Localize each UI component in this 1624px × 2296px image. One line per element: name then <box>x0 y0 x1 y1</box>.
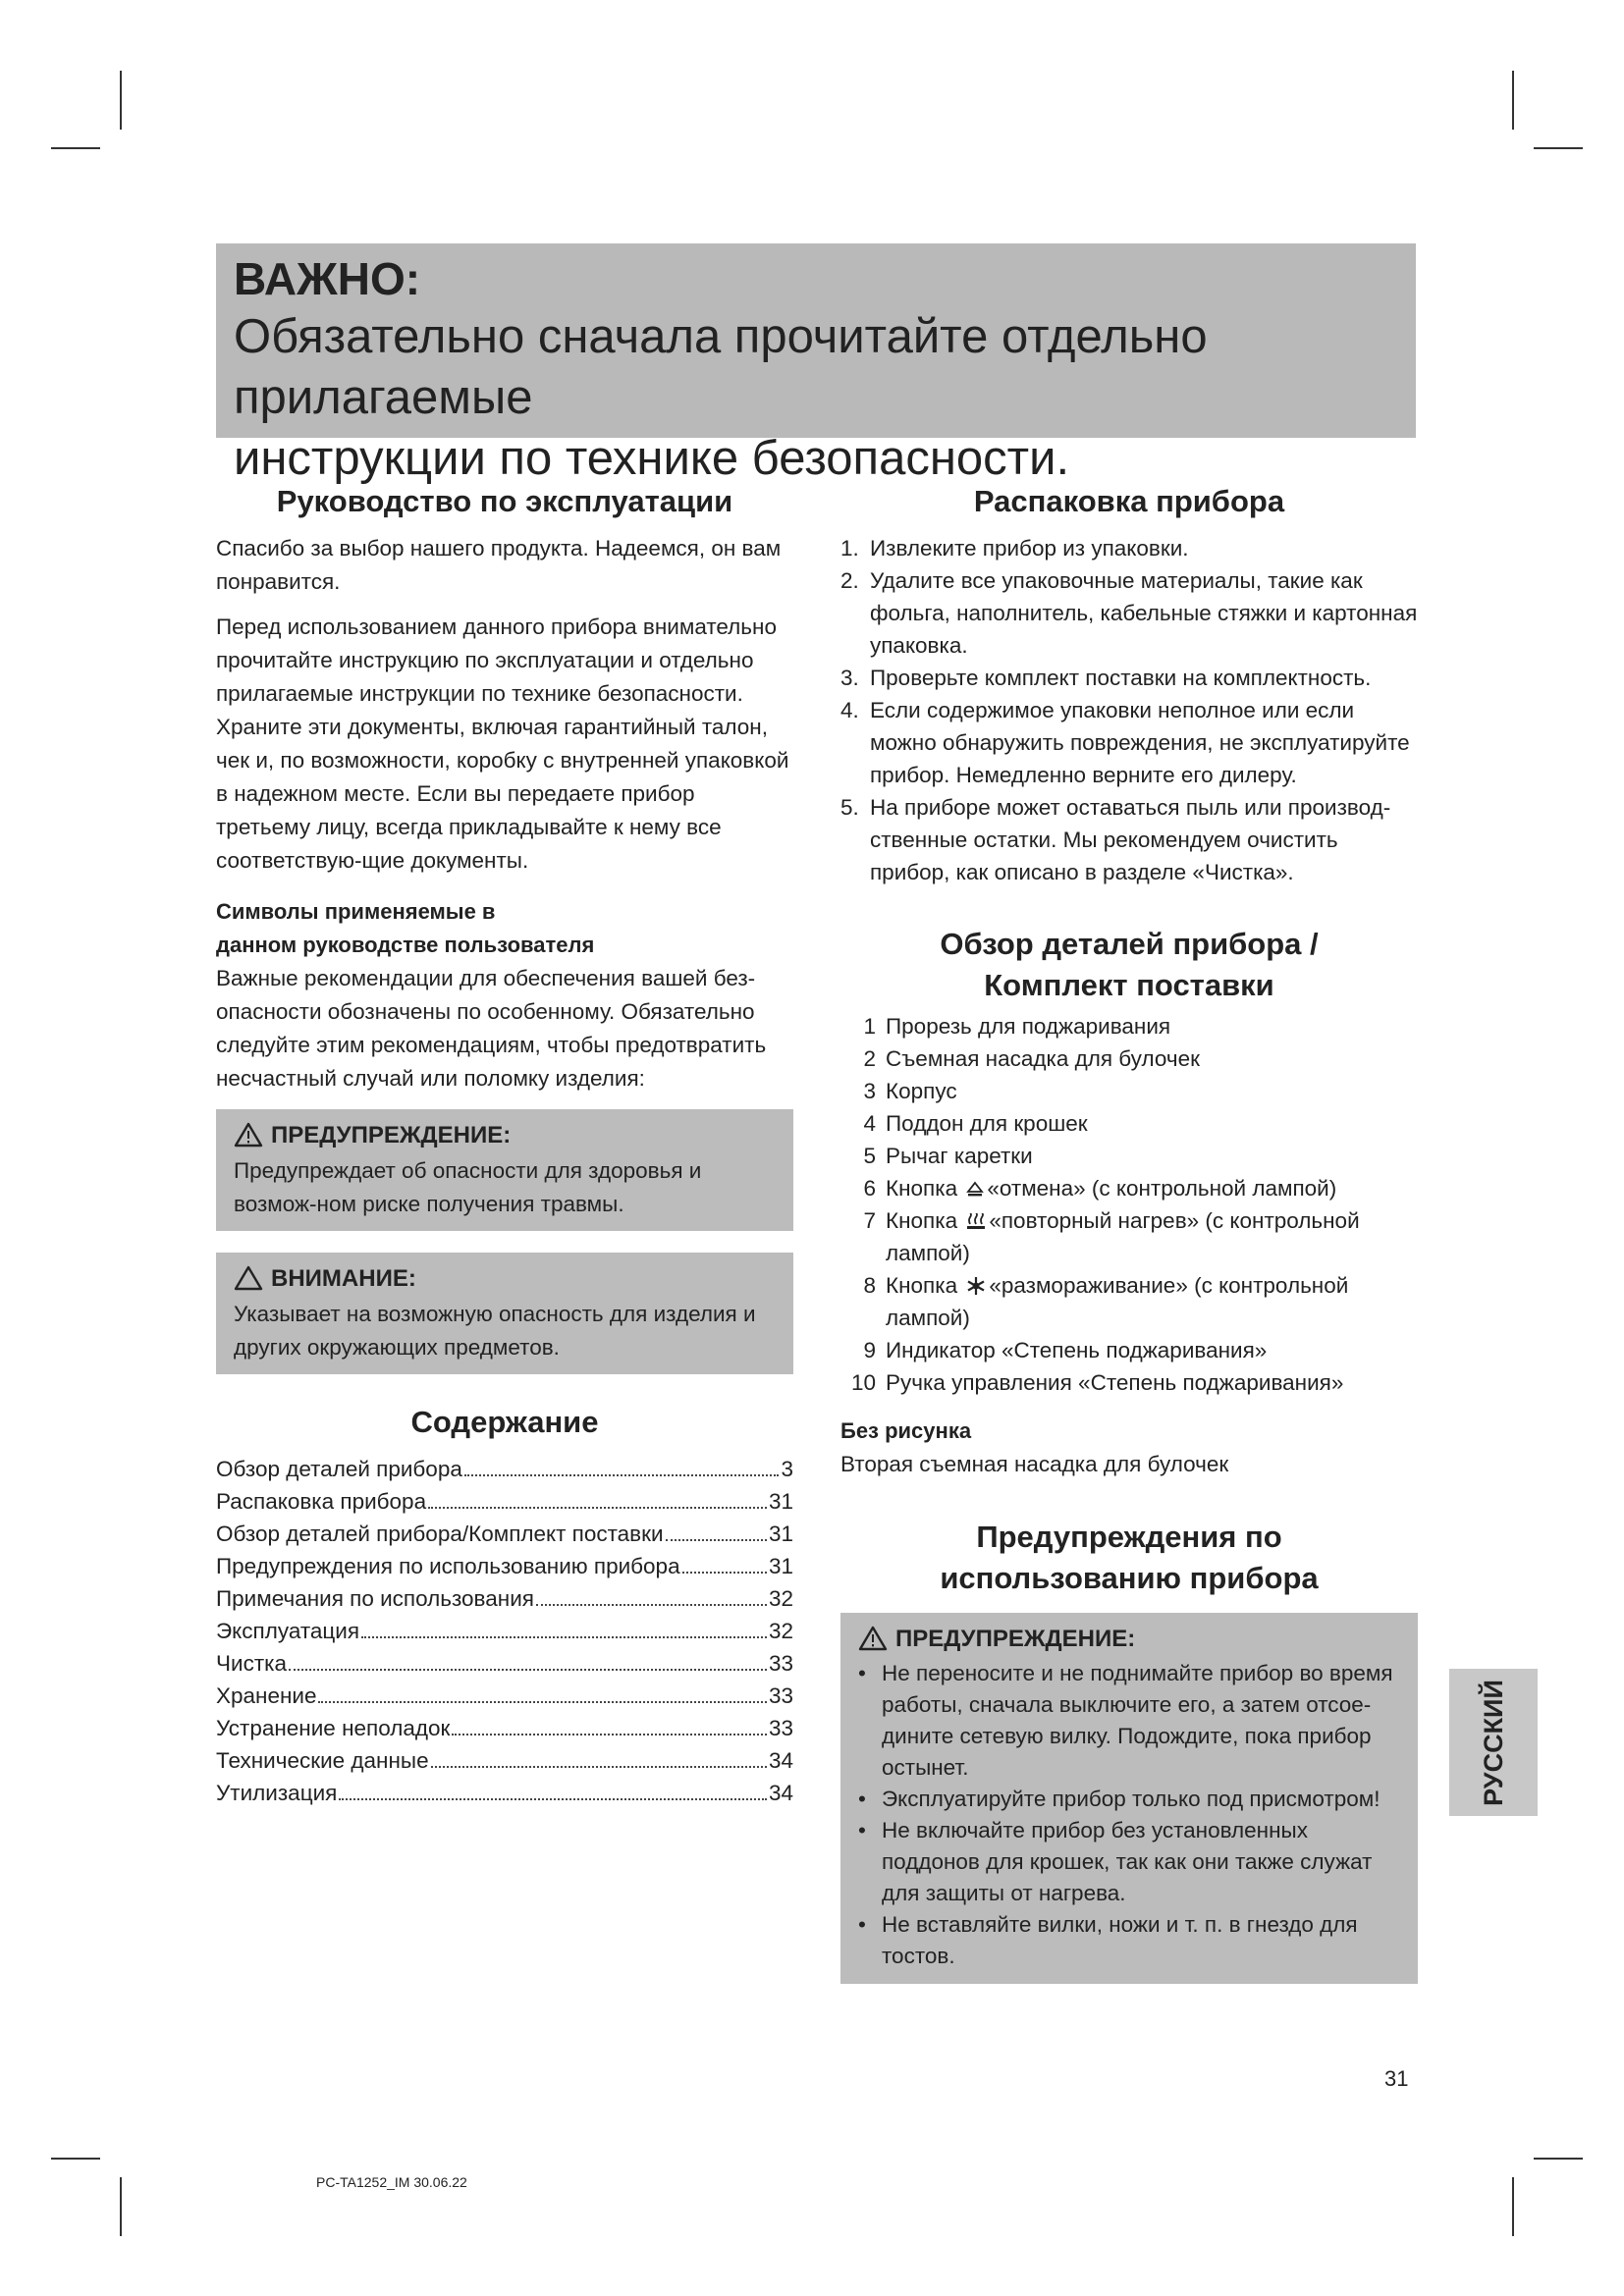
toc-list <box>216 1453 793 1809</box>
list-item: 4. Если содержимое упаковки неполное или если можно обнаружить повреждения, не эксплуатируйте прибор. Немедленно верните его дилеру. <box>840 698 1410 787</box>
symbols-text: Важные рекомендации для обеспечения вашей без-опасности обозначены по особенному. Обязательно следуйте этим рекомендациям, чтобы предотвратить несчастный случай или поломку изделия: <box>216 966 767 1091</box>
warning-box-text: Предупреждает об опасности для здоровья и возмож-ном риске получения травмы. <box>234 1158 702 1216</box>
no-figure-text: Вторая съемная насадка для булочек <box>840 1452 1229 1476</box>
defrost-icon <box>966 1276 986 1296</box>
list-item: 6 Кнопка «отмена» (с контрольной лампой) <box>863 1176 1337 1201</box>
toc-item[interactable] <box>216 1615 793 1647</box>
toc-item[interactable] <box>216 1453 793 1485</box>
warning-triangle-icon <box>858 1626 888 1651</box>
list-item: • Не вставляйте вилки, ножи и т. п. в гнездо для тостов. <box>858 1912 1358 1968</box>
list-item: 9 Индикатор «Степень поджаривания» <box>863 1338 1268 1362</box>
crop-mark <box>51 2158 100 2160</box>
toc-item-page: 32 <box>768 1586 793 1611</box>
unpacking-steps <box>840 532 1418 888</box>
unpacking-heading: Распаковка прибора <box>973 484 1285 518</box>
toc-item-label: Обзор деталей прибора <box>216 1457 462 1481</box>
toc-item-label: Утилизация <box>216 1781 338 1805</box>
reheat-icon <box>966 1213 986 1231</box>
toc-item[interactable] <box>216 1647 793 1680</box>
toc-item-page: 32 <box>768 1619 793 1643</box>
toc-heading: Содержание <box>410 1405 599 1439</box>
parts-heading-line2: Комплект поставки <box>984 968 1274 1002</box>
crop-mark <box>120 2177 122 2236</box>
list-item: 10 Ручка управления «Степень поджаривания» <box>850 1370 1344 1395</box>
banner-text-line2: инструкции по технике безопасности. <box>234 432 1070 485</box>
caution-box-text: Указывает на возможную опасность для изделия и других окружающих предметов. <box>234 1302 756 1360</box>
warning-triangle-icon <box>234 1122 263 1148</box>
crop-mark <box>120 71 122 130</box>
usage-warning-box <box>840 1613 1418 1984</box>
toc-item[interactable] <box>216 1582 793 1615</box>
list-item: 2 Съемная насадка для булочек <box>863 1046 1200 1071</box>
list-item: 5 Рычаг каретки <box>863 1144 1033 1168</box>
list-item: 8 Кнопка «размораживание» (с контрольной лампой) <box>863 1273 1349 1330</box>
toc-item-label: Обзор деталей прибора/Комплект поставки <box>216 1522 664 1546</box>
crop-mark <box>1534 2158 1583 2160</box>
toc-item-page: 34 <box>768 1748 793 1773</box>
usage-warning-title: ПРЕДУПРЕЖДЕНИЕ: <box>895 1626 1136 1652</box>
crop-mark <box>51 147 100 149</box>
crop-mark <box>1534 147 1583 149</box>
banner-text-line1: Обязательно сначала прочитайте отдельно прилагаемые <box>234 310 1208 424</box>
crop-mark <box>1512 71 1514 130</box>
language-tab <box>1449 1669 1538 1816</box>
manual-intro: Спасибо за выбор нашего продукта. Надеемся, он вам понравится. <box>216 536 782 594</box>
symbols-heading-line1: Символы применяемые в <box>216 899 496 924</box>
toc-item-page: 31 <box>768 1489 793 1514</box>
toc-item-page: 33 <box>768 1716 793 1740</box>
caution-box <box>216 1253 793 1374</box>
toc-item-page: 31 <box>768 1554 793 1578</box>
no-figure-heading: Без рисунка <box>840 1418 972 1443</box>
toc-item-label: Примечания по использования <box>216 1586 534 1611</box>
warnings-heading-line1: Предупреждения по <box>976 1520 1282 1554</box>
parts-heading-line1: Обзор деталей прибора / <box>940 927 1319 961</box>
toc-item[interactable] <box>216 1777 793 1809</box>
toc-item[interactable] <box>216 1485 793 1518</box>
list-item: 2. Удалите все упаковочные материалы, такие как фольга, наполнитель, кабельные стяжки и картонная упаковка. <box>840 568 1418 658</box>
caution-box-title: ВНИМАНИЕ: <box>271 1265 416 1292</box>
list-item: 7 Кнопка «повторный нагрев» (с контрольной лампой) <box>863 1208 1360 1265</box>
language-tab-label: РУССКИЙ <box>1478 1679 1508 1806</box>
banner-title: ВАЖНО: <box>234 253 421 304</box>
list-item: 3. Проверьте комплект поставки на комплектность. <box>840 666 1372 690</box>
list-item: • Не переносите и не поднимайте прибор во время работы, сначала выключите его, а затем отсое-дините сетевую вилку. Подождите, пока прибор остынет. <box>858 1661 1393 1780</box>
toc-item-page: 31 <box>768 1522 793 1546</box>
warning-box-title: ПРЕДУПРЕЖДЕНИЕ: <box>271 1122 512 1148</box>
right-column <box>840 481 1418 1984</box>
footer-code: PC-TA1252_IM 30.06.22 <box>316 2174 467 2190</box>
page-number: 31 <box>1384 2066 1409 2091</box>
usage-warning-header <box>858 1621 1404 1658</box>
usage-warning-list <box>858 1658 1404 1972</box>
toc-item[interactable] <box>216 1680 793 1712</box>
warning-box <box>216 1109 793 1231</box>
cancel-icon <box>966 1181 984 1199</box>
toc-item-page: 3 <box>781 1457 793 1481</box>
toc-item[interactable] <box>216 1518 793 1550</box>
list-item: • Не включайте прибор без установленных поддонов для крошек, так как они также служат для защиты от нагрева. <box>858 1818 1373 1905</box>
toc-item-page: 33 <box>768 1651 793 1676</box>
list-item: 4 Поддон для крошек <box>863 1111 1088 1136</box>
toc-item-label: Хранение <box>216 1683 317 1708</box>
toc-item-page: 34 <box>768 1781 793 1805</box>
toc-item[interactable] <box>216 1744 793 1777</box>
caution-triangle-icon <box>234 1265 263 1291</box>
list-item: 1. Извлеките прибор из упаковки. <box>840 536 1189 561</box>
toc-item[interactable] <box>216 1550 793 1582</box>
toc-item-label: Распаковка прибора <box>216 1489 427 1514</box>
toc-item-label: Чистка <box>216 1651 287 1676</box>
list-item: 1 Прорезь для поджаривания <box>863 1014 1171 1039</box>
toc-item[interactable] <box>216 1712 793 1744</box>
toc-item-label: Предупреждения по использованию прибора <box>216 1554 680 1578</box>
manual-instructions: Перед использованием данного прибора внимательно прочитайте инструкцию по эксплуатации и отдельно прилагаемые инструкции по технике безопасности. Храните эти документы, включая гарантийный талон, чек и, по возможности, коробку с внутренней упаковкой в надежном месте. Если вы передаете прибор третьему лицу, всегда прикладывайте к нему все соответствую-щие документы. <box>216 614 789 873</box>
important-banner <box>216 243 1416 485</box>
toc-item-label: Эксплуатация <box>216 1619 360 1643</box>
symbols-heading-line2: данном руководстве пользователя <box>216 933 595 957</box>
list-item: 3 Корпус <box>863 1079 957 1103</box>
warnings-heading-line2: использованию прибора <box>940 1561 1319 1595</box>
toc-item-page: 33 <box>768 1683 793 1708</box>
manual-heading: Руководство по эксплуатации <box>276 484 733 518</box>
parts-list <box>840 1010 1418 1399</box>
left-column <box>216 481 793 1809</box>
list-item: • Эксплуатируйте прибор только под присмотром! <box>858 1787 1380 1811</box>
crop-mark <box>1512 2177 1514 2236</box>
warning-box-header <box>234 1117 780 1154</box>
caution-box-header <box>234 1260 780 1298</box>
toc-item-label: Технические данные <box>216 1748 429 1773</box>
toc-item-label: Устранение неполадок <box>216 1716 451 1740</box>
list-item: 5. На приборе может оставаться пыль или производ-ственные остатки. Мы рекомендуем очистить прибор, как описано в разделе «Чистка». <box>840 795 1391 884</box>
